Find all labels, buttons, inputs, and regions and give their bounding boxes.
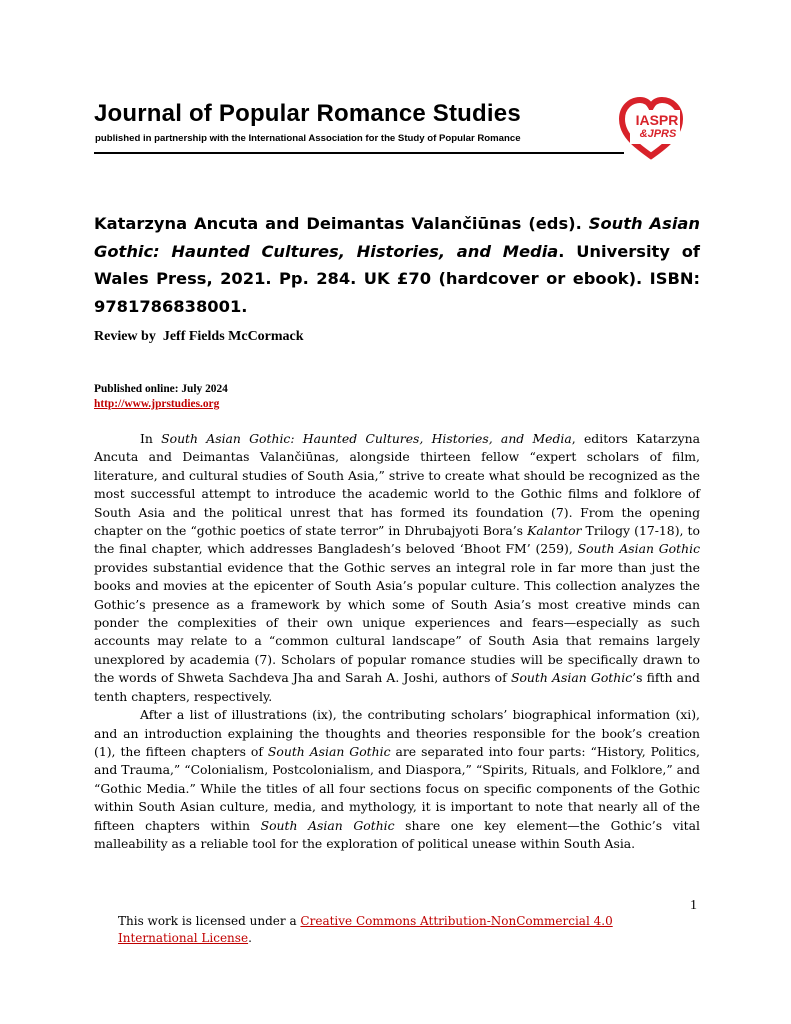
p1-text: , editors Katarzyna Ancuta and Deimantas Valančiūnas, alongside thirteen fellow “expert scholars of film, literature, and cultural studies of South Asia,” strive to create what should be recognized as the most successful attempt to introduce the academic world to the Gothic films and folklore of South Asia and the political unrest that has formed its foundation (7). From the opening chapter on the “gothic poetics of state terror” in Dhrubajyoti Bora’s — [94, 431, 700, 539]
journal-header — [94, 100, 694, 170]
journal-title: Journal of Popular Romance Studies — [94, 100, 521, 127]
p1-book-title: South Asian Gothic: Haunted Cultures, Histories, and Media — [161, 431, 572, 446]
citation-details: . University of Wales Press, 2021. Pp. 284. UK £70 (hardcover or ebook). ISBN: 9781786838001. — [94, 241, 700, 316]
p1-book-title: South Asian Gothic — [577, 541, 701, 557]
citation-book-title: South Asian Gothic: Haunted Cultures, Histories, and Media — [94, 214, 701, 261]
p2-book-title: South Asian Gothic — [260, 817, 395, 833]
body-paragraph-2 — [94, 706, 700, 853]
byline-prefix: Review by — [94, 329, 156, 344]
license-prefix: This work is licensed under a — [118, 914, 301, 928]
p1-book-title: South Asian Gothic — [510, 670, 633, 686]
p1-text: In — [140, 431, 162, 446]
license-notice — [118, 913, 638, 947]
body-paragraph-1 — [94, 430, 700, 706]
journal-website-link[interactable]: http://www.jprstudies.org — [94, 398, 220, 410]
citation-authors: Katarzyna Ancuta and Deimantas Valančiūnas (eds). — [94, 214, 582, 233]
license-link[interactable]: Creative Commons Attribution-NonCommercial 4.0 International License — [118, 914, 613, 945]
p2-text: share one key element—the Gothic’s vital malleability as a reliable tool for the exploration of political unease within South Asia. — [94, 817, 700, 851]
review-body — [94, 430, 700, 853]
logo-text-jprs: &JPRS — [639, 128, 677, 140]
journal-subtitle: published in partnership with the International Association for the Study of Popular Romance — [95, 133, 521, 144]
license-suffix: . — [248, 931, 252, 945]
publication-date: Published online: July 2024 — [94, 383, 228, 395]
header-divider — [94, 152, 624, 154]
book-citation — [94, 210, 700, 320]
p1-text: ’s fifth and tenth chapters, respectively. — [94, 670, 700, 704]
page-number: 1 — [690, 898, 697, 913]
p1-text: provides substantial evidence that the Gothic serves an integral role in far more than just the books and movies at the epicenter of South Asia’s popular culture. This collection analyzes the Gothic’s presence as a framework by which some of South Asia’s most creative minds can ponder the complexities of their own unique experiences and fears—especially as such accounts may relate to a “common cultural landscape” of South Asia that remains largely unexplored by academia (7). Scholars of popular romance studies will be specifically drawn to the words of Shweta Sachdeva Jha and Sarah A. Joshi, authors of — [94, 559, 700, 686]
review-byline — [94, 329, 304, 345]
logo-text-iaspr: IASPR — [635, 112, 679, 128]
p1-work-title: Kalantor — [527, 523, 582, 539]
iaspr-jprs-logo — [616, 94, 686, 164]
reviewer-name: Jeff Fields McCormack — [162, 329, 304, 344]
p2-book-title: South Asian Gothic — [267, 743, 391, 759]
p1-text: Trilogy (17-18), to the final chapter, which addresses Bangladesh’s beloved ‘Bhoot FM’ (259), — [94, 523, 700, 557]
p2-text: are separated into four parts: “History, Politics, and Trauma,” “Colonialism, Postcolonialism, and Diaspora,” “Spirits, Rituals, and Folklore,” and “Gothic Media.” While the titles of all four sections focus on specific components of the Gothic within South Asian culture, media, and mythology, it is important to note that nearly all of the fifteen chapters within — [94, 743, 700, 833]
p2-text: After a list of illustrations (ix), the contributing scholars’ biographical information (xi), and an introduction explaining the thoughts and theories responsible for the book’s creation (1), the fifteen chapters of — [94, 707, 700, 759]
